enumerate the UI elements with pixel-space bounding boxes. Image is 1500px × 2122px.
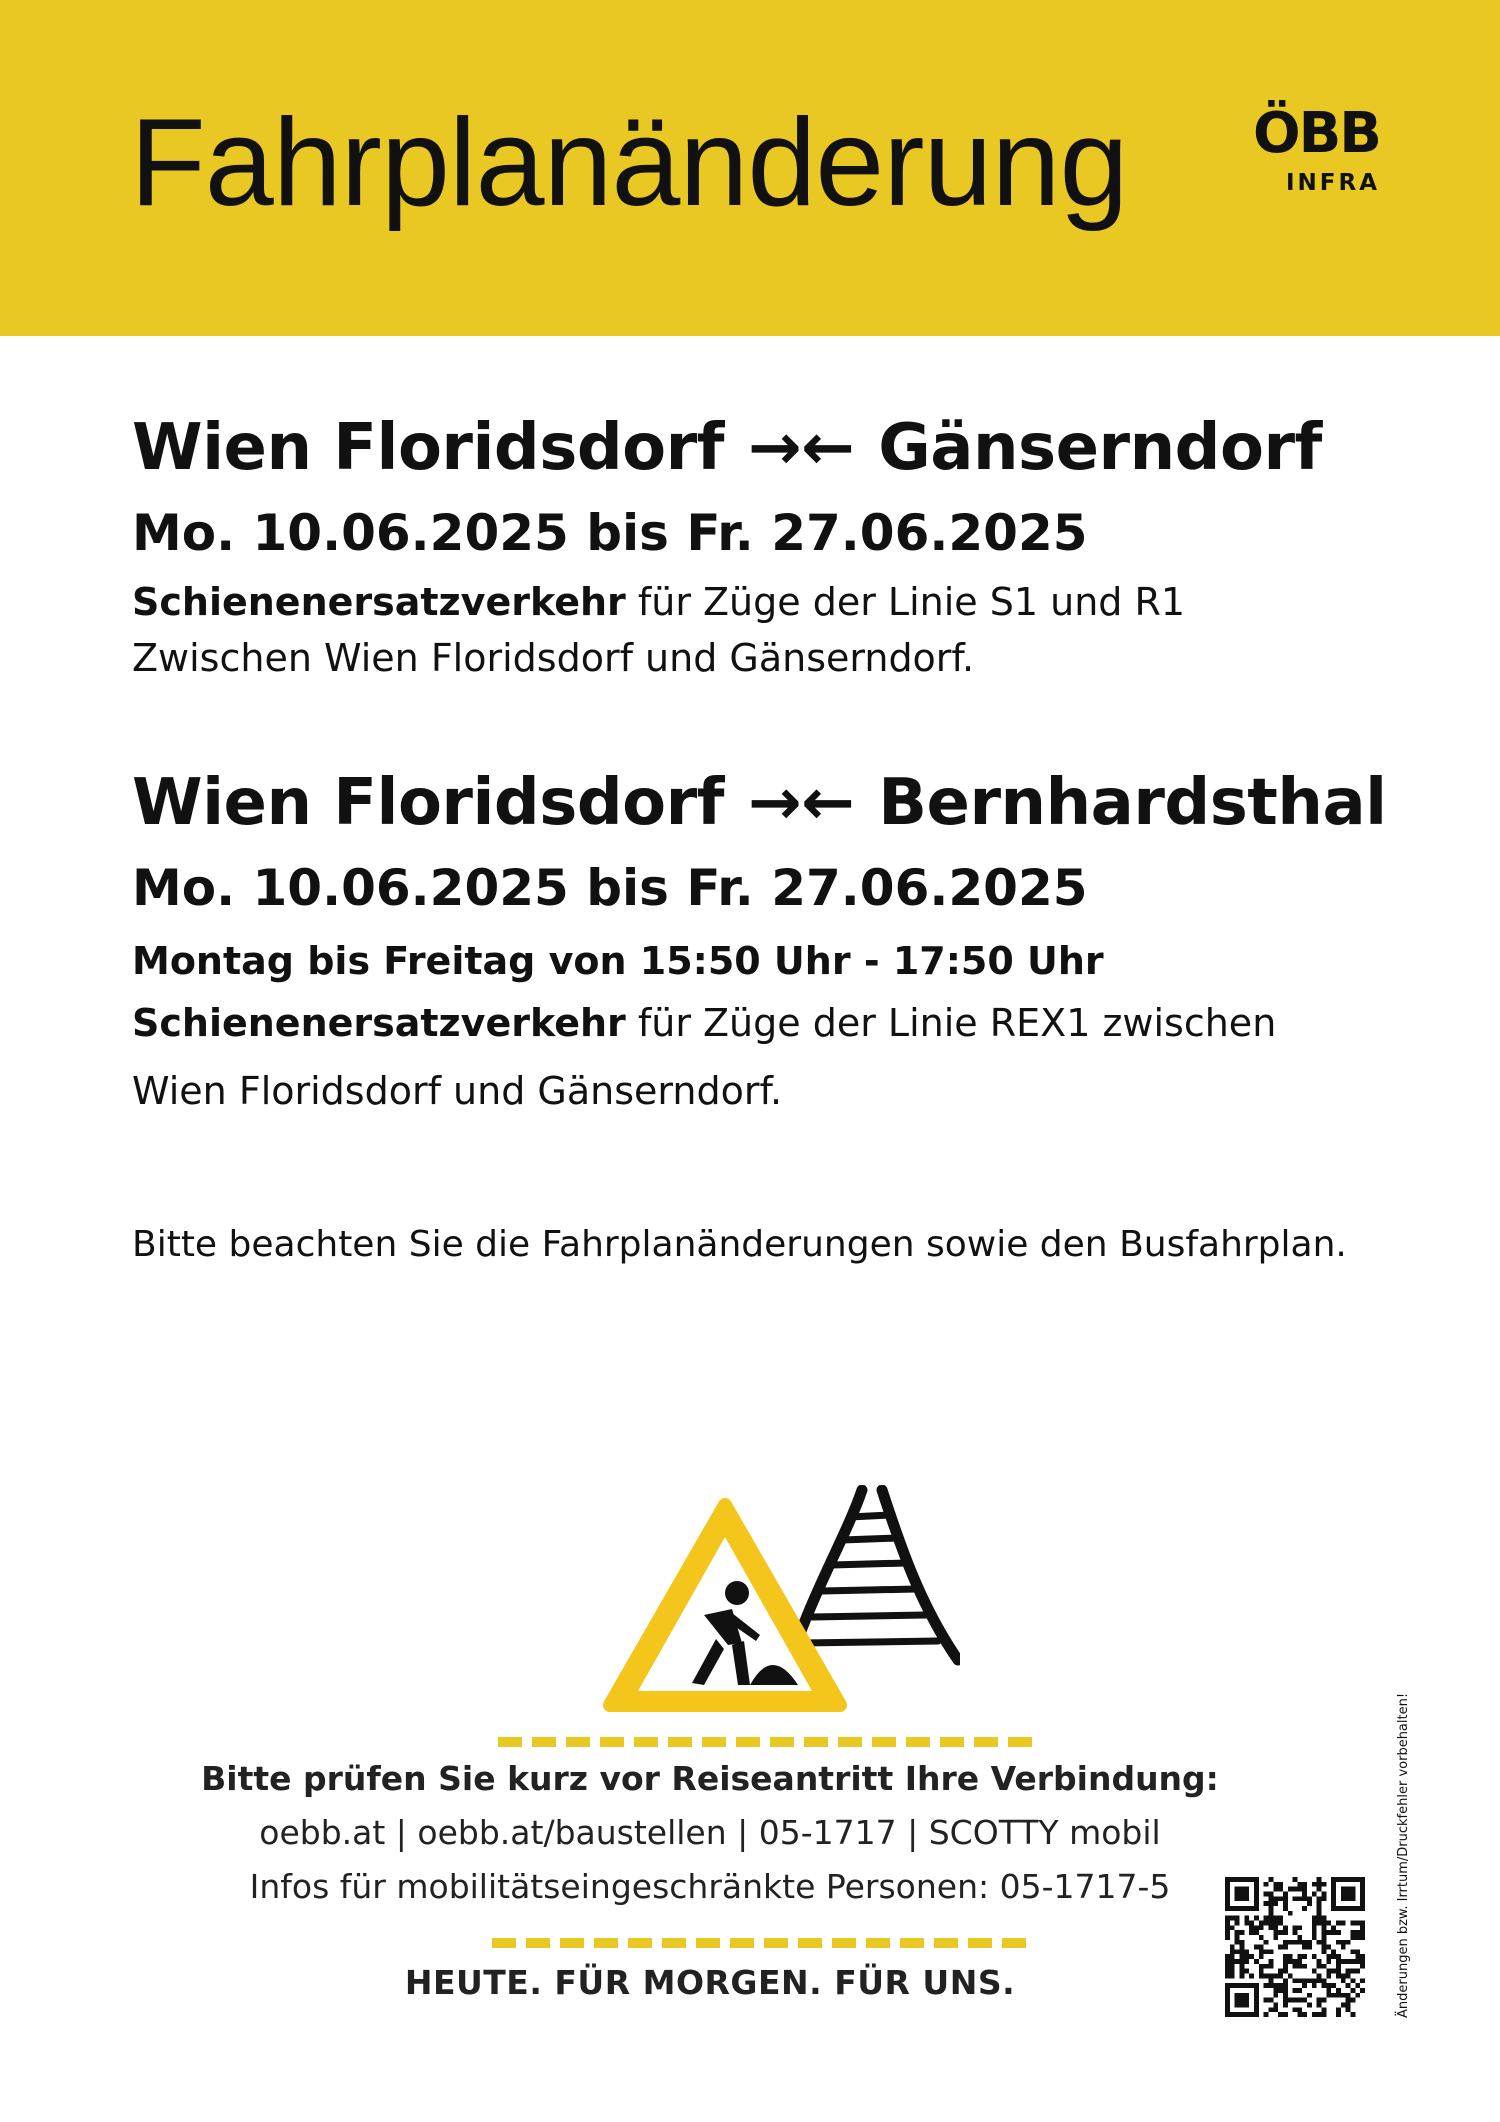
dash-mark bbox=[974, 1737, 998, 1747]
dash-mark bbox=[668, 1737, 692, 1747]
description-rest: für Züge der Linie REX1 zwischen bbox=[625, 1001, 1277, 1045]
dash-mark bbox=[866, 1938, 890, 1948]
route-to: Bernhardsthal bbox=[878, 766, 1387, 840]
dash-mark bbox=[770, 1737, 794, 1747]
description-line-1 bbox=[132, 574, 1382, 630]
description-line-1 bbox=[132, 995, 1382, 1051]
dash-divider-top bbox=[498, 1735, 1038, 1749]
description-line-2: Wien Floridsdorf und Gänserndorf. bbox=[132, 1069, 783, 1113]
description-bold: Schienenersatzverkehr bbox=[132, 580, 626, 624]
dash-mark bbox=[764, 1938, 788, 1948]
oebb-infra-logo bbox=[1230, 101, 1380, 204]
description-line-2: Zwischen Wien Floridsdorf und Gänserndorf. bbox=[132, 636, 975, 680]
dash-mark bbox=[968, 1938, 992, 1948]
route-arrows-icon: →← bbox=[748, 766, 855, 840]
dash-mark bbox=[1002, 1938, 1026, 1948]
dash-mark bbox=[594, 1938, 618, 1948]
dash-mark bbox=[600, 1737, 624, 1747]
dash-mark bbox=[1008, 1737, 1032, 1747]
dash-mark bbox=[838, 1737, 862, 1747]
footer-check-text: Bitte prüfen Sie kurz vor Reiseantritt Ihre Verbindung: bbox=[201, 1759, 1219, 1798]
description bbox=[132, 995, 1382, 1119]
dash-mark bbox=[906, 1737, 930, 1747]
section-floridsdorf-bernhardsthal bbox=[132, 763, 1387, 1119]
description-rest: für Züge der Linie S1 und R1 bbox=[625, 580, 1186, 624]
dash-mark bbox=[934, 1938, 958, 1948]
date-range: Mo. 10.06.2025 bis Fr. 27.06.2025 bbox=[132, 859, 1088, 917]
route-title bbox=[132, 408, 1382, 488]
dash-mark bbox=[566, 1737, 590, 1747]
construction-warning-icon bbox=[600, 1485, 960, 1715]
dash-mark bbox=[696, 1938, 720, 1948]
section-floridsdorf-gaenserndorf bbox=[132, 408, 1382, 686]
dash-mark bbox=[560, 1938, 584, 1948]
route-from: Wien Floridsdorf bbox=[132, 411, 724, 485]
footer-slogan: HEUTE. FÜR MORGEN. FÜR UNS. bbox=[404, 1963, 1016, 2002]
dash-mark bbox=[736, 1737, 760, 1747]
notice-text: Bitte beachten Sie die Fahrplanänderungen sowie den Busfahrplan. bbox=[132, 1224, 1347, 1265]
route-from: Wien Floridsdorf bbox=[132, 766, 724, 840]
dash-mark bbox=[804, 1737, 828, 1747]
header-band bbox=[0, 0, 1500, 336]
route-arrows-icon: →← bbox=[748, 411, 855, 485]
logo-sub: INFRA bbox=[1285, 170, 1380, 196]
dash-mark bbox=[832, 1938, 856, 1948]
dash-mark bbox=[798, 1938, 822, 1948]
page-title: Fahrplanänderung bbox=[130, 94, 1128, 232]
date-range: Mo. 10.06.2025 bis Fr. 27.06.2025 bbox=[132, 504, 1088, 562]
footer-mobility-text: Infos für mobilitätseingeschränkte Personen: 05-1717-5 bbox=[249, 1867, 1171, 1906]
qr-code-icon bbox=[1225, 1877, 1365, 2017]
side-note: Änderungen bzw. Irrtum/Druckfehler vorbehalten! bbox=[1396, 1692, 1411, 2018]
dash-divider-bottom bbox=[492, 1936, 1032, 1950]
description-bold: Schienenersatzverkehr bbox=[132, 1001, 626, 1045]
dash-mark bbox=[498, 1737, 522, 1747]
dash-mark bbox=[900, 1938, 924, 1948]
dash-mark bbox=[730, 1938, 754, 1948]
dash-mark bbox=[628, 1938, 652, 1948]
dash-mark bbox=[526, 1938, 550, 1948]
dash-mark bbox=[662, 1938, 686, 1948]
route-title bbox=[132, 763, 1387, 843]
footer-links-text: oebb.at | oebb.at/baustellen | 05-1717 | SCOTTY mobil bbox=[259, 1813, 1161, 1852]
dash-mark bbox=[532, 1737, 556, 1747]
dash-mark bbox=[872, 1737, 896, 1747]
route-to: Gänserndorf bbox=[878, 411, 1322, 485]
dash-mark bbox=[634, 1737, 658, 1747]
dash-mark bbox=[940, 1737, 964, 1747]
dash-mark bbox=[492, 1938, 516, 1948]
logo-brand: ÖBB bbox=[1253, 101, 1380, 166]
description bbox=[132, 574, 1382, 686]
dash-mark bbox=[702, 1737, 726, 1747]
time-range: Montag bis Freitag von 15:50 Uhr - 17:50 Uhr bbox=[132, 939, 1104, 983]
